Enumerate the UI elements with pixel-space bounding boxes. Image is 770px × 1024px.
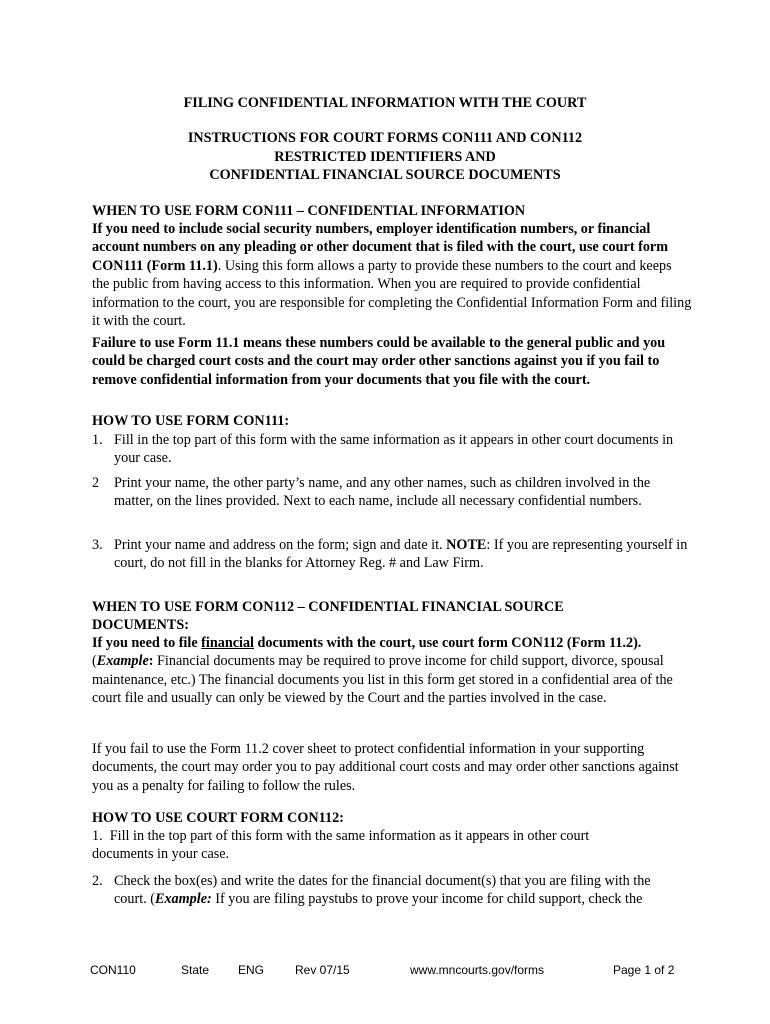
section-heading-con112-cont: DOCUMENTS:: [92, 617, 189, 633]
list-item-number: 3.: [92, 537, 103, 553]
example-colon: :: [148, 653, 154, 670]
list-item-text: [114, 872, 692, 909]
list-item-text-line: Check the box(es) and write the dates for the financial document(s) that you are filing with the: [114, 873, 651, 889]
list-item-text: Print your name, the other party’s name, and any other names, such as children involved in the matter, on the lines provided. Next to each name, include all necessary confidential numbers.: [114, 475, 651, 510]
con112-bold-a: If you need to file: [92, 635, 202, 651]
section-heading-how-con112: HOW TO USE COURT FORM CON112:: [92, 810, 344, 826]
list-item-text-part: : If you are representing yourself in court, do not fill in the blanks for Attorney Reg. # and Law Firm.: [114, 537, 688, 572]
instructions-subtitle-2: CONFIDENTIAL FINANCIAL SOURCE DOCUMENTS: [209, 167, 561, 183]
list-item-number: 1.: [92, 432, 103, 448]
paren-open: (: [92, 653, 97, 670]
list-item-text: Fill in the top part of this form with the same information as it appears in other court: [109, 828, 590, 844]
footer-form-id: CON110: [90, 963, 136, 977]
note-label: NOTE: [446, 537, 487, 553]
instructions-subtitle: RESTRICTED IDENTIFIERS AND: [274, 149, 496, 165]
section-heading-con112: WHEN TO USE FORM CON112 – CONFIDENTIAL FINANCIAL SOURCE: [92, 599, 564, 615]
footer-revision: Rev 07/15: [295, 963, 350, 977]
footer-page-number: Page 1 of 2: [613, 963, 675, 977]
list-item: [92, 827, 692, 864]
list-item-text-part: Print your name and address on the form; sign and date it.: [114, 537, 447, 553]
con112-warning-paragraph: If you fail to use the Form 11.2 cover sheet to protect confidential information in your supporting documents, the court may order you to pay additional court costs and may order other sanctions against you as a penalty for failing to follow the rules.: [92, 741, 679, 794]
con111-warning: Failure to use Form 11.1 means these numbers could be available to the general public and you could be charged court costs and the court may order other sanctions against you if you fail to remove confidential information from your documents that you file with the court.: [92, 335, 666, 388]
footer-state: State: [181, 963, 210, 977]
document-title: FILING CONFIDENTIAL INFORMATION WITH THE COURT: [183, 95, 587, 111]
list-item-text-part: court. (: [114, 891, 155, 908]
footer-url[interactable]: www.mncourts.gov/forms: [410, 963, 545, 977]
con111-bold-text: If you need to include social security numbers, employer identification numbers, or financial account numbers on any pleading or other document that is filed with the court, use court form CON111 (Form 11.1): [92, 221, 669, 274]
instructions-title: INSTRUCTIONS FOR COURT FORMS CON111 AND CON112: [187, 130, 583, 146]
con111-body-text: . Using this form allows a party to provide these numbers to the court and keeps the public from having access to this information. When you are required to provide confidential information to the court, you are responsible for completing the Confidential Information Form and filing it with the court.: [92, 257, 692, 330]
example-label: Example: [96, 653, 149, 670]
section-con112-paragraph: [92, 634, 692, 708]
list-item-number: 1.: [92, 828, 103, 844]
list-item-text: [114, 536, 692, 573]
con112-bold-underlined: financial: [201, 635, 254, 651]
example-text: Financial documents may be required to prove income for child support, divorce, spousal maintenance, etc.) The financial documents you list in this form get stored in a confidential area of the court file and usually can only be viewed by the Court and the parties involved in the case.: [92, 653, 673, 707]
list-item-text-part: If you are filing paystubs to prove your income for child support, check the: [211, 891, 643, 908]
list-item-text-cont: documents in your case.: [92, 846, 230, 863]
example-label: Example:: [154, 891, 212, 908]
section-con111-paragraph: [92, 220, 692, 330]
list-item-number: 2: [92, 475, 100, 491]
section-heading-con111: WHEN TO USE FORM CON111 – CONFIDENTIAL INFORMATION: [92, 203, 526, 219]
con112-bold-b: documents with the court, use court form CON112 (Form 11.2).: [254, 635, 642, 651]
footer-language: ENG: [238, 963, 265, 977]
list-item-number: 2.: [92, 873, 103, 889]
list-item-text: Fill in the top part of this form with the same information as it appears in other court documents in your case.: [114, 432, 674, 467]
section-heading-how-con111: HOW TO USE FORM CON111:: [92, 413, 290, 429]
